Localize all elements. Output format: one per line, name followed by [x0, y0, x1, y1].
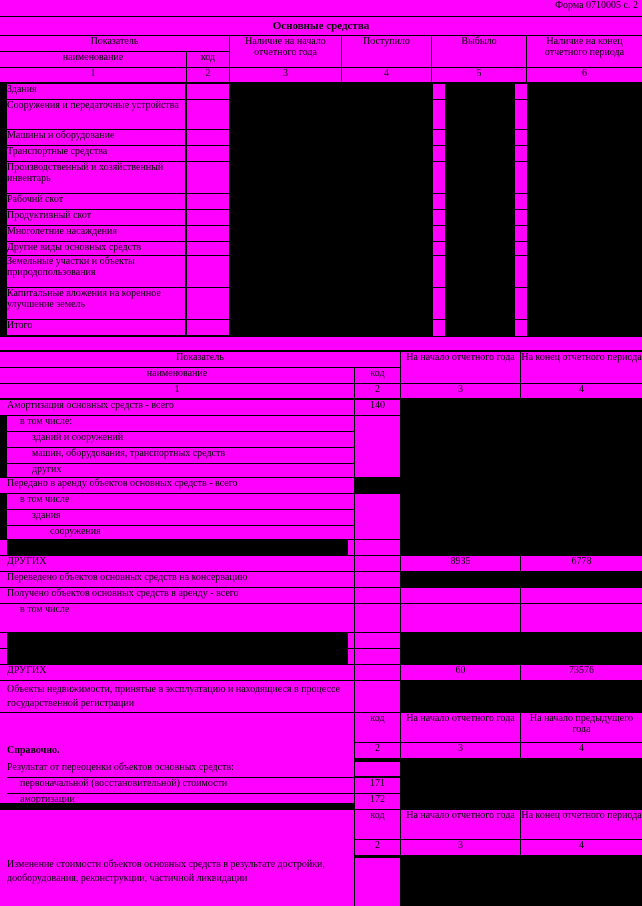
s3-header-start: На начало отчетного года [401, 713, 520, 742]
s4-num-start: 3 [401, 840, 520, 855]
row-name-inventory: Производственный и хозяйственный инвентарь [7, 162, 185, 193]
row-marker [348, 540, 354, 555]
depreciation-subcodes[interactable] [355, 416, 400, 477]
depreciation2-code: 172 [355, 794, 400, 809]
leased-in-in-that-number: в том числе [0, 604, 354, 632]
header-name: наименование [0, 52, 186, 67]
code-cell-transport[interactable] [187, 146, 229, 161]
row-divider [515, 161, 527, 162]
blank-code-cell[interactable] [355, 649, 400, 664]
col-number-1: 1 [0, 68, 186, 82]
depreciation2-label: амортизации [20, 794, 75, 805]
row-divider [433, 287, 445, 288]
row-divider [515, 255, 527, 256]
s3-num-prev: 4 [521, 743, 642, 758]
real-estate-label: Объекты недвижимости, принятые в эксплуатацию и находящиеся в процессе государственной регистрации [0, 681, 354, 712]
row-divider [433, 319, 445, 320]
received-cells-column[interactable] [433, 84, 445, 336]
s2-col-number-2: 2 [355, 384, 400, 398]
col-number-5: 5 [432, 68, 526, 82]
others-label-2: ДРУГИХ [0, 665, 354, 680]
row-divider [433, 193, 445, 194]
row-marker [348, 649, 354, 664]
row-divider [515, 99, 527, 100]
col-number-6: 6 [527, 68, 642, 82]
leased-out-in-that-number: в том числе [7, 494, 354, 509]
code-cell-capital-investments[interactable] [187, 288, 229, 319]
row-name-total: Итого [7, 320, 185, 335]
leased-in-subcode-cell[interactable] [355, 604, 400, 632]
row-divider [515, 319, 527, 320]
code-cell-land[interactable] [187, 256, 229, 287]
s4-header-code: код [355, 810, 400, 839]
code-cell-buildings[interactable] [187, 84, 229, 99]
header-start-of-year: Наличие на начало отчетного года [230, 36, 341, 67]
row-name-transport: Транспортные средства [7, 146, 185, 161]
row-divider [515, 225, 527, 226]
row-marker [348, 633, 354, 648]
code-cell-working-cattle[interactable] [187, 194, 229, 209]
depreciation-in-that-number: в том числе: [7, 416, 354, 431]
s2-col-number-3: 3 [401, 384, 520, 398]
revaluation-code-cell[interactable] [355, 762, 400, 776]
row-divider [433, 209, 445, 210]
s4-header-end: На конец отчетного периода [521, 810, 642, 839]
leased-in-sub-end-cell[interactable] [521, 604, 642, 632]
section-title: Основные средства [0, 17, 642, 35]
conservation-label: Переведено объектов основных средств на консервацию [0, 572, 354, 587]
real-estate-code-cell[interactable] [355, 681, 400, 712]
leased-in-code-cell[interactable] [355, 588, 400, 603]
row-divider [515, 241, 527, 242]
col-number-4: 4 [342, 68, 431, 82]
code-cell-machines[interactable] [187, 130, 229, 145]
depreciation-code: 140 [355, 400, 400, 415]
code-cell-perennial-plantings[interactable] [187, 226, 229, 241]
leased-out-structures: сооружения [7, 526, 354, 539]
row-divider [515, 193, 527, 194]
depreciation-others: других [7, 464, 354, 477]
row-name-other-assets: Другие виды основных средств [7, 242, 185, 255]
leased-in-sub-start-cell[interactable] [401, 604, 520, 632]
s2-header-indicator: Показатель [0, 352, 400, 367]
s4-header-start: На начало отчетного года [401, 810, 520, 839]
leased-out-subcodes[interactable] [355, 494, 400, 539]
code-cell-inventory[interactable] [187, 162, 229, 193]
form-label: Форма 0710005 с. 2 [0, 0, 642, 16]
col-number-2: 2 [187, 68, 229, 82]
others-code-cell-1[interactable] [355, 556, 400, 571]
s3-header-prev: На начало предыдущего года [521, 713, 642, 742]
row-divider [433, 129, 445, 130]
others-end-value-2: 73576 [521, 665, 642, 680]
depreciation-buildings-structures: зданий и сооружений [7, 432, 354, 447]
row-marker [0, 649, 7, 664]
leased-in-start-cell[interactable] [401, 588, 520, 603]
s2-header-end: На конец отчетного периода [521, 352, 642, 383]
s2-header-name: наименование [0, 368, 354, 383]
row-divider [515, 145, 527, 146]
depreciation-machines: машин, оборудования, транспортных средств [7, 448, 354, 463]
row-name-perennial-plantings: Многолетние насаждения [7, 226, 185, 241]
row-divider [433, 145, 445, 146]
leased-in-label: Получено объектов основных средств в аренду - всего [0, 588, 354, 603]
leased-in-end-cell[interactable] [521, 588, 642, 603]
s2-col-number-4: 4 [521, 384, 642, 398]
change-label: Изменение стоимости объектов основных средств в результате достройки, дооборудования, реконструкции, частичной ликвидации [7, 859, 325, 884]
s3-num-start: 3 [401, 743, 520, 758]
s2-header-code: код [355, 368, 400, 383]
s3-num-code: 2 [355, 743, 400, 758]
row-divider [433, 161, 445, 162]
header-indicator: Показатель [0, 36, 229, 51]
row-divider [433, 241, 445, 242]
s4-num-code: 2 [355, 840, 400, 855]
row-divider [515, 287, 527, 288]
code-cell-total[interactable] [187, 320, 229, 335]
others-label-1: ДРУГИХ [0, 556, 354, 571]
reference-label: Справочно. [7, 745, 60, 756]
change-code-cell[interactable] [355, 858, 400, 906]
revaluation-label: Результат от переоценки объектов основных средств: [7, 762, 234, 773]
row-marker [0, 633, 7, 648]
row-name-land: Земельные участки и объекты природопользования [7, 256, 185, 287]
conservation-code-cell[interactable] [355, 572, 400, 587]
s3-header-code: код [355, 713, 400, 742]
row-marker [0, 540, 7, 555]
others-end-value-1: 6778 [521, 556, 642, 571]
row-divider [515, 129, 527, 130]
row-name-working-cattle: Рабочий скот [7, 194, 185, 209]
leased-out-code-cell[interactable] [355, 540, 400, 555]
row-name-buildings: Здания [7, 84, 185, 99]
row-name-machines: Машины и оборудование [7, 130, 185, 145]
depreciation-label: Амортизация основных средств - всего [0, 400, 354, 415]
s4-num-end: 4 [521, 840, 642, 855]
row-divider [433, 255, 445, 256]
initial-cost-code: 171 [355, 778, 400, 793]
row-name-capital-investments: Капитальные вложения на коренное улучшение земель [7, 288, 185, 319]
others-start-value-2: 60 [401, 665, 520, 680]
header-retired: Выбыло [432, 36, 526, 67]
others-code-cell-2[interactable] [355, 665, 400, 680]
s2-col-number-1: 1 [0, 384, 354, 398]
leased-out-buildings: здания [7, 510, 354, 525]
header-end-of-period: Наличие на конец отчетного периода [527, 36, 642, 67]
s2-header-start: На начало отчетного года [401, 352, 520, 383]
retired-cells-column[interactable] [515, 84, 527, 336]
row-name-productive-cattle: Продуктивный скот [7, 210, 185, 225]
row-name-structures: Сооружения и передаточные устройства [7, 100, 185, 129]
col-number-3: 3 [230, 68, 341, 82]
blank-code-cell[interactable] [355, 633, 400, 648]
code-cell-other-assets[interactable] [187, 242, 229, 255]
row-divider [515, 209, 527, 210]
code-cell-productive-cattle[interactable] [187, 210, 229, 225]
others-start-value-1: 8935 [401, 556, 520, 571]
row-divider [433, 99, 445, 100]
code-cell-structures[interactable] [187, 100, 229, 129]
header-code: код [187, 52, 229, 67]
section-separator [0, 337, 642, 350]
row-divider [433, 225, 445, 226]
header-received: Поступило [342, 36, 431, 67]
leased-out-label: Передано в аренду объектов основных средств - всего [0, 478, 354, 493]
initial-cost-label: первоначальной (восстановительной) стоимости [20, 778, 228, 789]
